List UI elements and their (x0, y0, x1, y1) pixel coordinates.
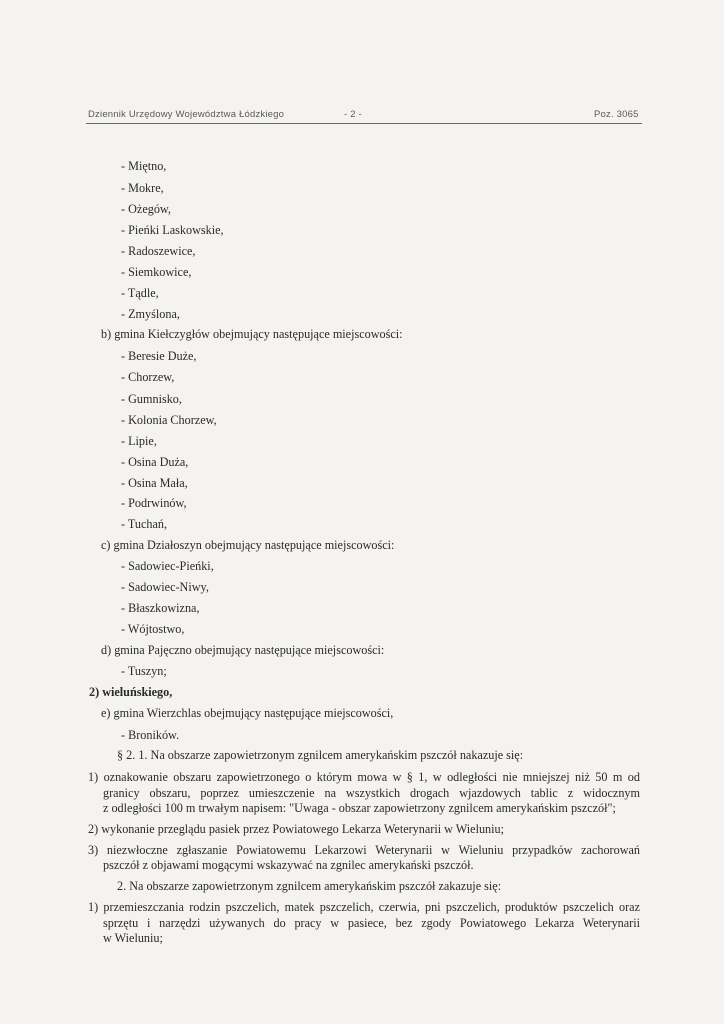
paragraph-2-intro: § 2. 1. Na obszarze zapowietrzonym zgnilcem amerykańskim pszczół nakazuje się: (117, 748, 524, 762)
list-item: - Błaszkowizna, (121, 601, 200, 615)
list-item: - Tądle, (121, 286, 159, 300)
page-number: - 2 - (344, 109, 362, 120)
par2-2-point1-line3: w Wieluniu; (103, 931, 163, 945)
list-item: - Siemkowice, (121, 265, 192, 279)
par2-point3-line1: 3) niezwłoczne zgłaszanie Powiatowemu Lekarzowi Weterynarii w Wieluniu przypadków zachorowań (88, 843, 640, 857)
section-2-heading (89, 685, 172, 699)
list-item: - Zmyślona, (121, 307, 180, 321)
list-item: - Sadowiec-Pieńki, (121, 559, 214, 573)
par2-2-point1-line1: 1) przemieszczania rodzin pszczelich, matek pszczelich, czerwia, pni pszczelich, produktów pszczelich oraz (88, 900, 640, 914)
subsection-e: e) gmina Wierzchlas obejmujący następujące miejscowości, (101, 706, 394, 720)
list-item: - Miętno, (121, 159, 167, 173)
par2-point1-line3: z odległości 100 m trwałym napisem: "Uwaga - obszar zapowietrzony zgnilcem amerykańskim pszczół"; (103, 801, 616, 815)
list-item: - Mokre, (121, 181, 164, 195)
list-item: - Wójtostwo, (121, 622, 185, 636)
subsection-b: b) gmina Kiełczygłów obejmujący następujące miejscowości: (101, 327, 403, 341)
list-item: - Tuchań, (121, 517, 168, 531)
header-rule (86, 123, 642, 124)
list-item: - Ożegów, (121, 202, 171, 216)
subsection-c: c) gmina Działoszyn obejmujący następujące miejscowości: (101, 538, 395, 552)
list-item: - Osina Mała, (121, 476, 188, 490)
par2-2-point1-line2: sprzętu i narzędzi używanych do pracy w pasiece, bez zgody Powiatowego Lekarza Weterynarii (103, 916, 640, 930)
par2-point2: 2) wykonanie przeglądu pasiek przez Powiatowego Lekarza Weterynarii w Wieluniu; (88, 822, 505, 836)
list-item: - Pieńki Laskowskie, (121, 223, 224, 237)
journal-title: Dziennik Urzędowy Województwa Łódzkiego (88, 109, 285, 120)
par2-point1-line2: granicy obszaru, poprzez umieszczenie na wszystkich drogach wjazdowych tablic z widocznym (103, 786, 640, 800)
list-item: - Kolonia Chorzew, (121, 413, 217, 427)
list-item: - Osina Duża, (121, 455, 189, 469)
list-item: - Chorzew, (121, 370, 175, 384)
list-item: - Radoszewice, (121, 244, 196, 258)
subsection-d: d) gmina Pajęczno obejmujący następujące miejscowości: (101, 643, 385, 657)
list-item: - Sadowiec-Niwy, (121, 580, 209, 594)
list-item: - Tuszyn; (121, 664, 167, 678)
par2-point1-line1: 1) oznakowanie obszaru zapowietrzonego o którym mowa w § 1, w odległości nie mniejszej niż 50 m od (88, 770, 640, 784)
paragraph-2-2-intro: 2. Na obszarze zapowietrzonym zgnilcem amerykańskim pszczół zakazuje się: (117, 879, 502, 893)
position-number: Poz. 3065 (594, 109, 639, 120)
list-item: - Podrwinów, (121, 496, 187, 510)
list-item: - Beresie Duże, (121, 349, 197, 363)
section-2-heading-text: 2) wieluńskiego, (89, 685, 173, 699)
list-item: - Lipie, (121, 434, 157, 448)
list-item: - Broników. (121, 728, 180, 742)
par2-point3-line2: pszczół z objawami mogącymi wskazywać na zgnilec amerykański pszczół. (103, 858, 474, 872)
list-item: - Gumnisko, (121, 392, 182, 406)
